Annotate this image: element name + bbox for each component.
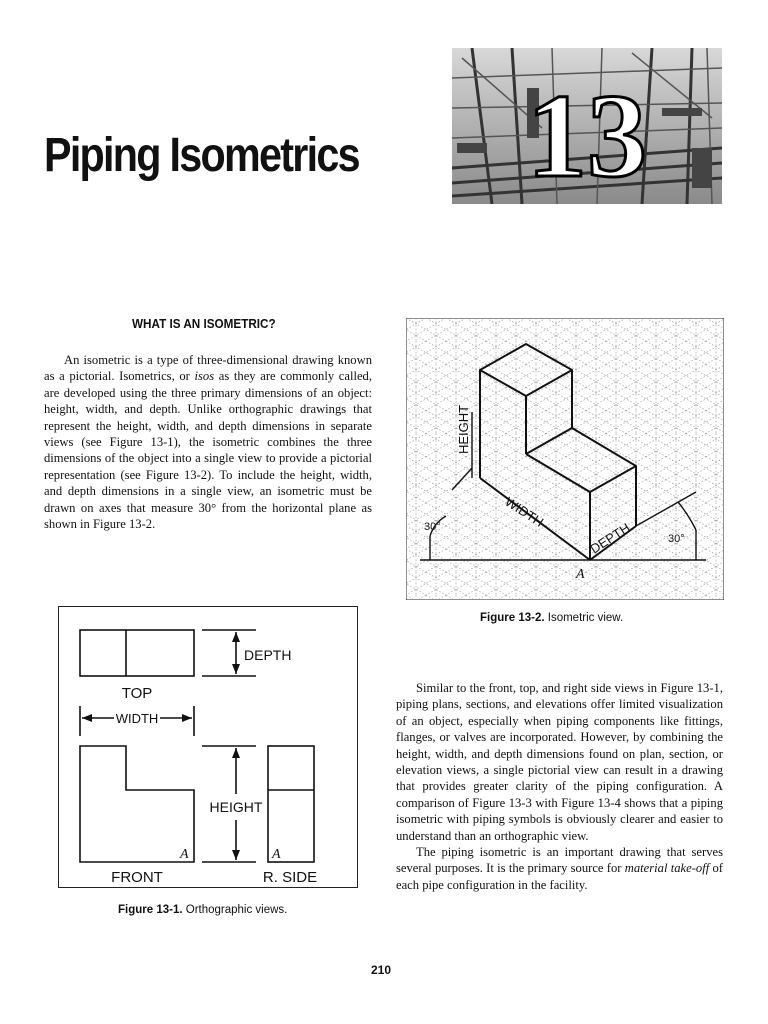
comparison-paragraph: Similar to the front, top, and right side views in Figure 13-1, piping plans, sections, and elevations offer limited visualization of an object, especially when piping components like fittings, flanges, or valves are incorporated. However, by combining the height, width, and depth dimensions found on plan, section, or elevation views, a single pictorial view can result in a drawing that provides greater clarity of the piping configuration. A comparison of Figure 13-3 with Figure 13-4 shows that a piping isometric with piping symbols is obviously clearer and easier to understand than an orthographic view. — [396, 681, 723, 843]
depth-dimension-label: DEPTH — [244, 647, 292, 663]
height-label: HEIGHT — [456, 404, 471, 454]
intro-paragraph — [44, 352, 372, 532]
angle-left-label: 30° — [424, 521, 441, 533]
caption-label: Figure 13-2. — [480, 612, 545, 624]
orthographic-views-figure — [58, 606, 358, 888]
text-run: of each pipe configuration in the facility. — [396, 861, 723, 892]
right-side-view-label: R. SIDE — [262, 869, 318, 886]
page-number: 210 — [371, 963, 392, 977]
italic-term: isos — [194, 369, 215, 384]
text-run: The piping isometric is an important drawing that serves several purposes. It is the primary source for — [396, 845, 723, 876]
text-run: An isometric is a type of three-dimensional drawing known as a pictorial. Isometrics, or — [44, 353, 372, 384]
depth-label: DEPTH — [587, 519, 633, 557]
figure-13-2-caption — [480, 612, 623, 624]
text-run: as they are commonly called, are developed using the three primary dimensions of an object: height, width, and depth. Unlike orthographic drawings that represent the height, width, and depth dimensions in separate views (see Figure 13-1), the isometric combines the three dimensions of the object into a single view to provide a pictorial representation (see Figure 13-2). To include the height, width, and depth dimensions in a single view, an isometric must be drawn on axes that measure 30° from the horizontal plane as shown in Figure 13-2. — [44, 369, 372, 532]
caption-text: Isometric view. — [544, 612, 624, 624]
chapter-number: 13 — [527, 69, 647, 202]
chapter-title: Piping Isometrics — [44, 129, 359, 182]
isometric-view-figure — [406, 318, 724, 600]
italic-term: material take-off — [624, 861, 710, 876]
section-heading: WHAT IS AN ISOMETRIC? — [132, 316, 276, 331]
side-point-a-label: A — [272, 847, 281, 862]
height-dimension-label: HEIGHT — [209, 799, 263, 815]
front-point-a-label: A — [180, 847, 189, 862]
chapter-header-image — [452, 48, 722, 204]
caption-label: Figure 13-1. — [118, 904, 183, 916]
figure-13-1-caption — [118, 904, 287, 916]
purpose-paragraph — [396, 844, 723, 893]
point-a-label: A — [576, 567, 585, 582]
width-dimension-label: WIDTH — [115, 711, 159, 726]
caption-text: Orthographic views. — [182, 904, 288, 916]
right-column-text — [396, 680, 723, 893]
front-view-label: FRONT — [111, 869, 163, 886]
width-label: WIDTH — [502, 493, 547, 530]
angle-right-label: 30° — [668, 533, 685, 545]
top-view-label: TOP — [121, 685, 153, 702]
